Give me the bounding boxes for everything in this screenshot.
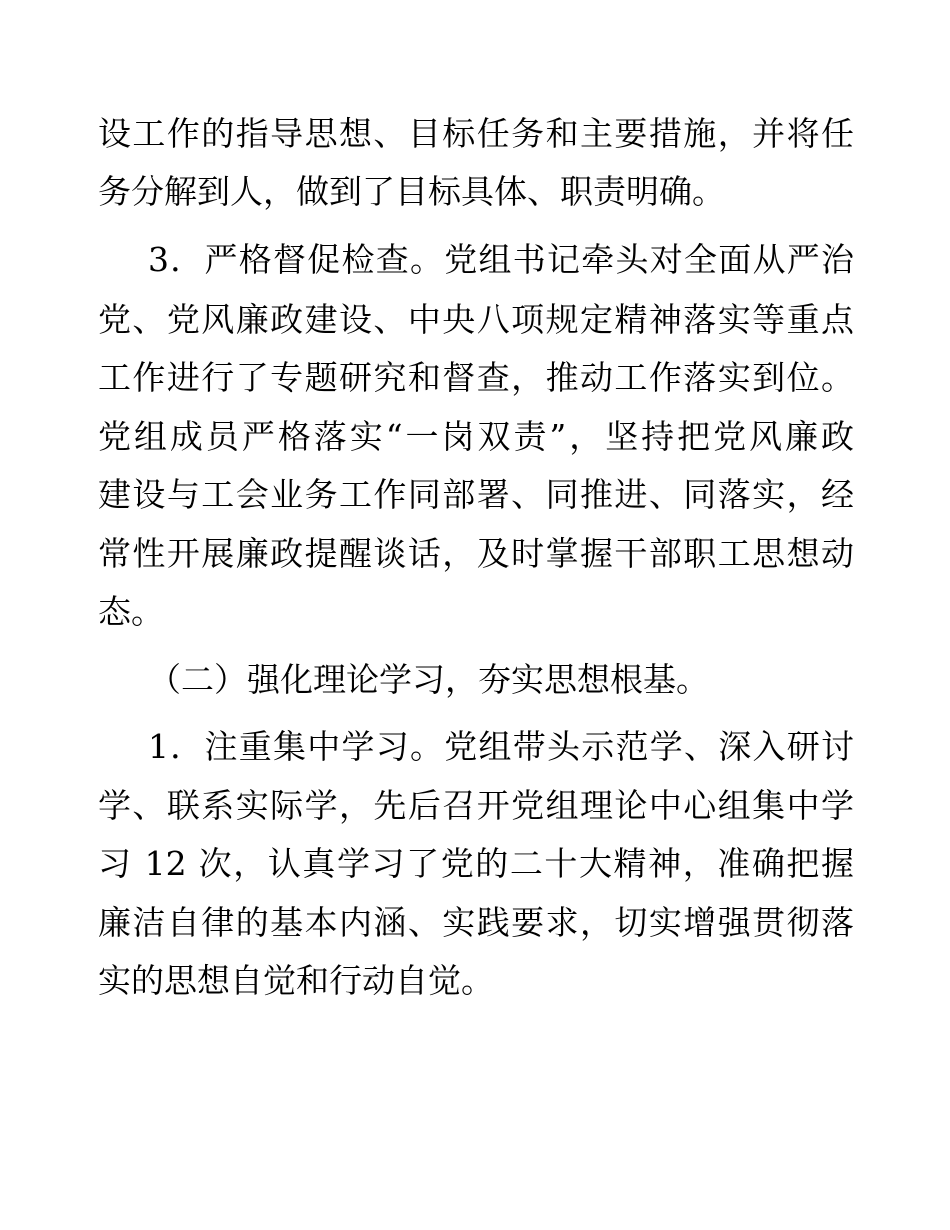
text-line: 习 12 次，认真学习了党的二十大精神，准确把握 bbox=[98, 844, 854, 883]
text-line: 实的思想自觉和行动自觉。 bbox=[98, 961, 494, 1000]
text-line: 务分解到人，做到了目标具体、职责明确。 bbox=[98, 172, 725, 211]
text-line: 工作进行了专题研究和督查，推动工作落实到位。 bbox=[98, 358, 854, 397]
text-line: 党、党风廉政建设、中央八项规定精神落实等重点 bbox=[98, 300, 854, 339]
text-line: 学、联系实际学，先后召开党组理论中心组集中学 bbox=[98, 786, 854, 825]
section-1-heading-line: 1．注重集中学习。党组带头示范学、深入研讨 bbox=[148, 727, 854, 766]
text-line: 态。 bbox=[98, 592, 164, 631]
text-line: 廉洁自律的基本内涵、实践要求，切实增强贯彻落 bbox=[98, 903, 854, 942]
text-line: 建设与工会业务工作同部署、同推进、同落实，经 bbox=[98, 475, 854, 514]
text-line: 党组成员严格落实“一岗双责”，坚持把党风廉政 bbox=[98, 417, 854, 456]
text-line: 设工作的指导思想、目标任务和主要措施，并将任 bbox=[98, 114, 854, 153]
text-line: 常性开展廉政提醒谈话，及时掌握干部职工思想动 bbox=[98, 534, 854, 573]
subsection-heading: （二）强化理论学习，夯实思想根基。 bbox=[148, 660, 709, 699]
section-3-heading-line: 3．严格督促检查。党组书记牵头对全面从严治 bbox=[148, 240, 854, 279]
